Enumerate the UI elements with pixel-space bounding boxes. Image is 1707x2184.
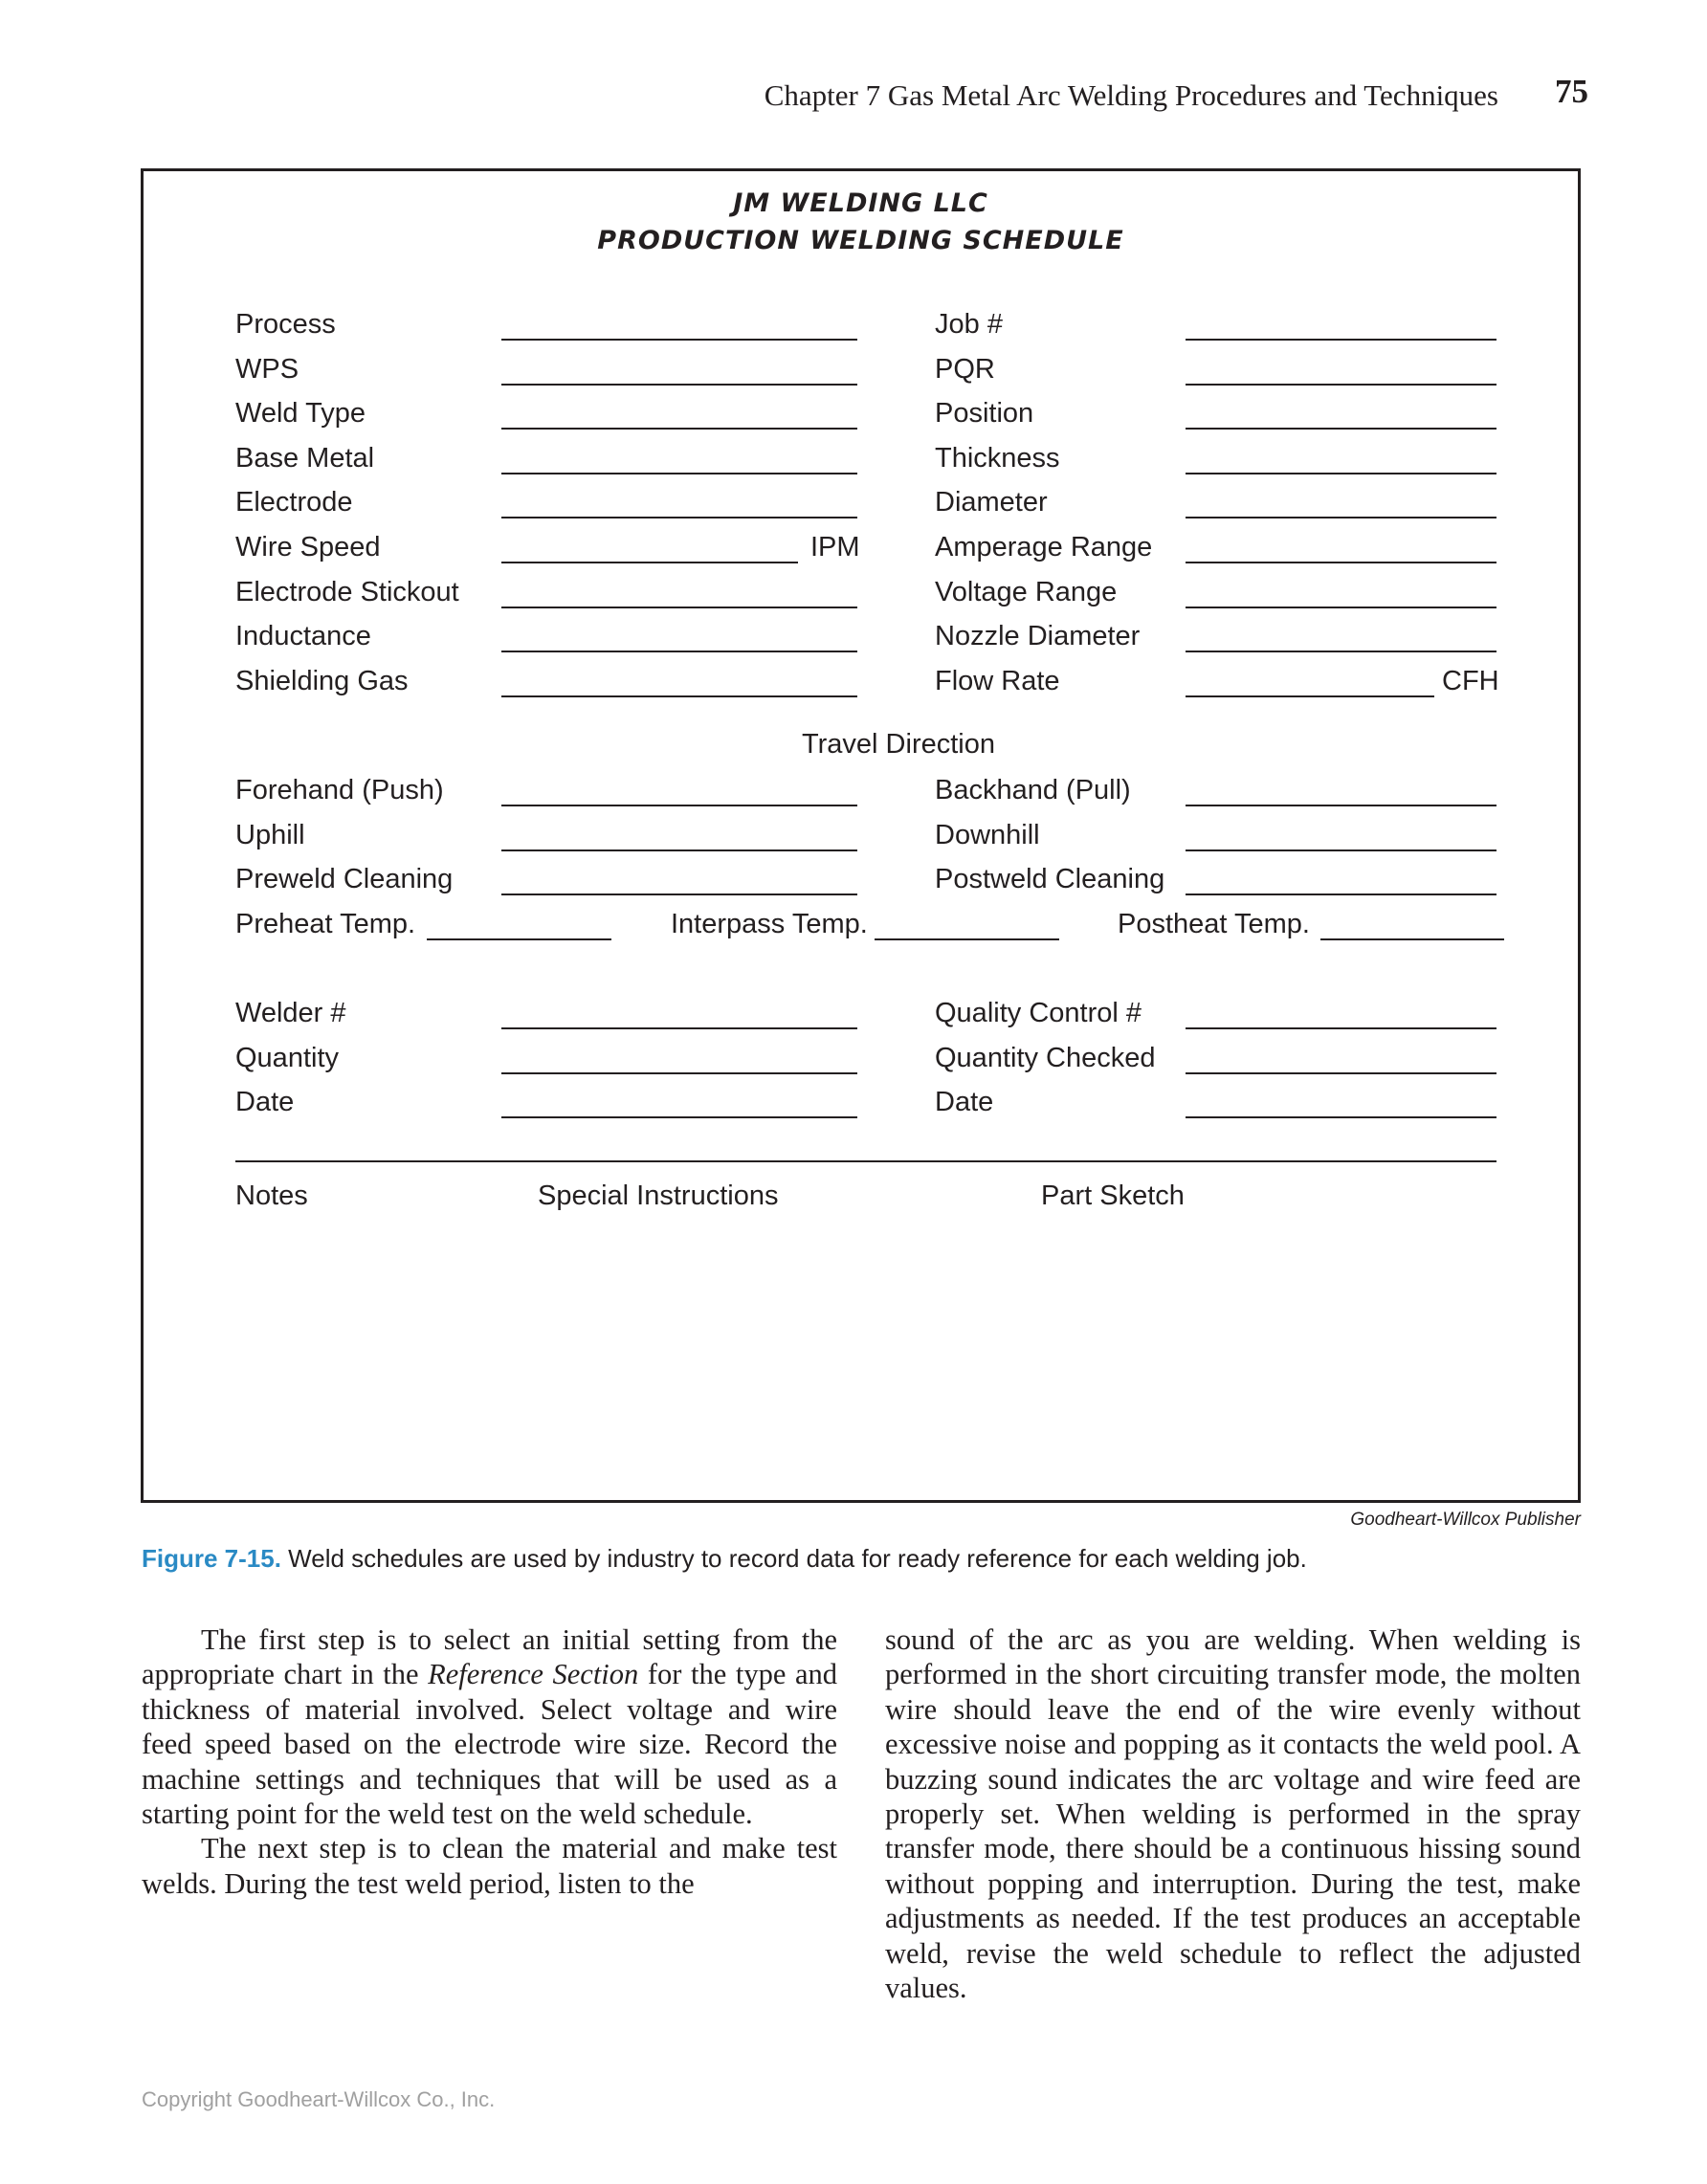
body-column-right bbox=[885, 1622, 1581, 2005]
field-label-postweld-cleaning: Postweld Cleaning bbox=[935, 864, 1165, 895]
company-name: JM WELDING LLC bbox=[733, 188, 988, 218]
notes-label: Notes bbox=[235, 1180, 308, 1211]
field-label-preheat-temp: Preheat Temp. bbox=[235, 909, 416, 939]
field-line-backhand-pull[interactable] bbox=[1186, 805, 1496, 806]
field-label-weld-type: Weld Type bbox=[235, 398, 366, 430]
field-line-voltage-range[interactable] bbox=[1186, 607, 1496, 608]
figure-caption bbox=[142, 1544, 1577, 1574]
field-line-date[interactable] bbox=[501, 1116, 857, 1118]
field-label-wps: WPS bbox=[235, 353, 299, 385]
field-label-process: Process bbox=[235, 309, 336, 340]
field-line-preweld-cleaning[interactable] bbox=[501, 893, 857, 895]
field-line-quantity-checked-qc[interactable] bbox=[1186, 1072, 1496, 1074]
field-label-shielding-gas: Shielding Gas bbox=[235, 665, 409, 696]
field-line-flow-rate[interactable] bbox=[1186, 695, 1434, 697]
field-line-thickness[interactable] bbox=[1186, 473, 1496, 474]
field-line-welder[interactable] bbox=[501, 1027, 857, 1029]
field-line-wire-speed[interactable] bbox=[501, 562, 798, 563]
field-line-electrode[interactable] bbox=[501, 517, 857, 518]
field-line-base-metal[interactable] bbox=[501, 473, 857, 474]
field-line-forehand-push[interactable] bbox=[501, 805, 857, 806]
field-line-uphill[interactable] bbox=[501, 849, 857, 851]
field-label-wire-speed: Wire Speed bbox=[235, 532, 381, 563]
figure-credit: Goodheart-Willcox Publisher bbox=[1350, 1510, 1581, 1530]
field-line-inductance[interactable] bbox=[501, 651, 857, 652]
field-line-process[interactable] bbox=[501, 339, 857, 341]
reference-section-term: Reference Section bbox=[428, 1658, 639, 1691]
field-line-quality-control-qc[interactable] bbox=[1186, 1027, 1496, 1029]
field-line-electrode-stickout[interactable] bbox=[501, 607, 857, 608]
field-label-interpass-temp: Interpass Temp. bbox=[671, 909, 868, 939]
field-line-postheat-temp[interactable] bbox=[1320, 938, 1504, 940]
field-line-quantity[interactable] bbox=[501, 1072, 857, 1074]
field-line-postweld-cleaning[interactable] bbox=[1186, 893, 1496, 895]
field-label-uphill: Uphill bbox=[235, 819, 305, 850]
field-line-pqr[interactable] bbox=[1186, 384, 1496, 386]
field-label-electrode-stickout: Electrode Stickout bbox=[235, 576, 459, 607]
part-sketch-label: Part Sketch bbox=[1041, 1180, 1185, 1211]
field-line-amperage-range[interactable] bbox=[1186, 562, 1496, 563]
field-line-job[interactable] bbox=[1186, 339, 1496, 341]
copyright-footer: Copyright Goodheart-Willcox Co., Inc. bbox=[142, 2087, 496, 2111]
travel-direction-heading: Travel Direction bbox=[802, 729, 995, 760]
section-divider[interactable] bbox=[235, 1160, 1496, 1162]
field-line-interpass-temp[interactable] bbox=[875, 938, 1059, 940]
paragraph: sound of the arc as you are welding. When welding is performed in the short circuiting transfer mode, the molten wire should leave the end of the wire evenly without excessive noise and popping as it contacts the weld pool. A buzzing sound indicates the arc voltage and wire feed are properly set. When welding is performed in the spray transfer mode, there should be a continuous hissing sound without popping and interruption. During the test, make adjustments as needed. If the test produces an acceptable weld, revise the weld schedule to reflect the adjusted values. bbox=[885, 1623, 1581, 2005]
field-label-thickness: Thickness bbox=[935, 442, 1060, 474]
field-label-quality-control-qc: Quality Control # bbox=[935, 998, 1142, 1028]
field-label-inductance: Inductance bbox=[235, 621, 371, 652]
field-line-wps[interactable] bbox=[501, 384, 857, 386]
field-label-position: Position bbox=[935, 398, 1034, 430]
field-label-backhand-pull: Backhand (Pull) bbox=[935, 775, 1131, 805]
paragraph: The first step is to select an initial setting from the appropriate chart in the Reference Section for the type and thickness of material involved. Select voltage and wire feed speed based on the electrode wire size. Record the machine settings and techniques that will be used as a starting point for the weld test on the weld schedule. bbox=[142, 1623, 837, 1831]
field-line-position[interactable] bbox=[1186, 428, 1496, 430]
field-label-quantity-checked-qc: Quantity Checked bbox=[935, 1042, 1156, 1073]
field-label-preweld-cleaning: Preweld Cleaning bbox=[235, 864, 454, 895]
unit-ipm: IPM bbox=[810, 532, 860, 563]
field-label-date: Date bbox=[235, 1087, 295, 1118]
field-line-preheat-temp[interactable] bbox=[427, 938, 611, 940]
field-label-welder: Welder # bbox=[235, 998, 346, 1028]
field-label-electrode: Electrode bbox=[235, 487, 353, 518]
weld-schedule-form bbox=[141, 168, 1581, 1503]
field-label-nozzle-diameter: Nozzle Diameter bbox=[935, 621, 1141, 652]
running-header bbox=[689, 73, 1588, 124]
paragraph: The next step is to clean the material and make test welds. During the test weld period, listen to the bbox=[142, 1832, 837, 1900]
field-label-forehand-push: Forehand (Push) bbox=[235, 775, 444, 805]
field-label-downhill: Downhill bbox=[935, 819, 1040, 850]
form-title: PRODUCTION WELDING SCHEDULE bbox=[597, 226, 1124, 255]
chapter-title: Chapter 7 Gas Metal Arc Welding Procedures and Techniques bbox=[764, 78, 1498, 112]
unit-cfh: CFH bbox=[1442, 665, 1499, 696]
field-label-flow-rate: Flow Rate bbox=[935, 665, 1060, 696]
caption-text: Weld schedules are used by industry to record data for ready reference for each welding job. bbox=[288, 1544, 1307, 1573]
field-label-voltage-range: Voltage Range bbox=[935, 576, 1118, 607]
field-line-diameter[interactable] bbox=[1186, 517, 1496, 518]
field-label-diameter: Diameter bbox=[935, 487, 1048, 518]
field-label-amperage-range: Amperage Range bbox=[935, 532, 1153, 563]
field-label-postheat-temp: Postheat Temp. bbox=[1118, 909, 1310, 939]
page-number: 75 bbox=[1555, 73, 1588, 110]
field-line-date-qc[interactable] bbox=[1186, 1116, 1496, 1118]
field-label-base-metal: Base Metal bbox=[235, 442, 375, 474]
field-label-pqr: PQR bbox=[935, 353, 995, 385]
field-line-weld-type[interactable] bbox=[501, 428, 857, 430]
figure-label: Figure 7-15. bbox=[142, 1544, 281, 1573]
field-line-downhill[interactable] bbox=[1186, 849, 1496, 851]
field-label-quantity: Quantity bbox=[235, 1042, 339, 1073]
field-line-nozzle-diameter[interactable] bbox=[1186, 651, 1496, 652]
special-instructions-label: Special Instructions bbox=[538, 1180, 779, 1211]
field-line-shielding-gas[interactable] bbox=[501, 695, 857, 697]
field-label-job: Job # bbox=[935, 309, 1003, 340]
body-column-left bbox=[142, 1622, 837, 1901]
field-label-date-qc: Date bbox=[935, 1087, 994, 1118]
